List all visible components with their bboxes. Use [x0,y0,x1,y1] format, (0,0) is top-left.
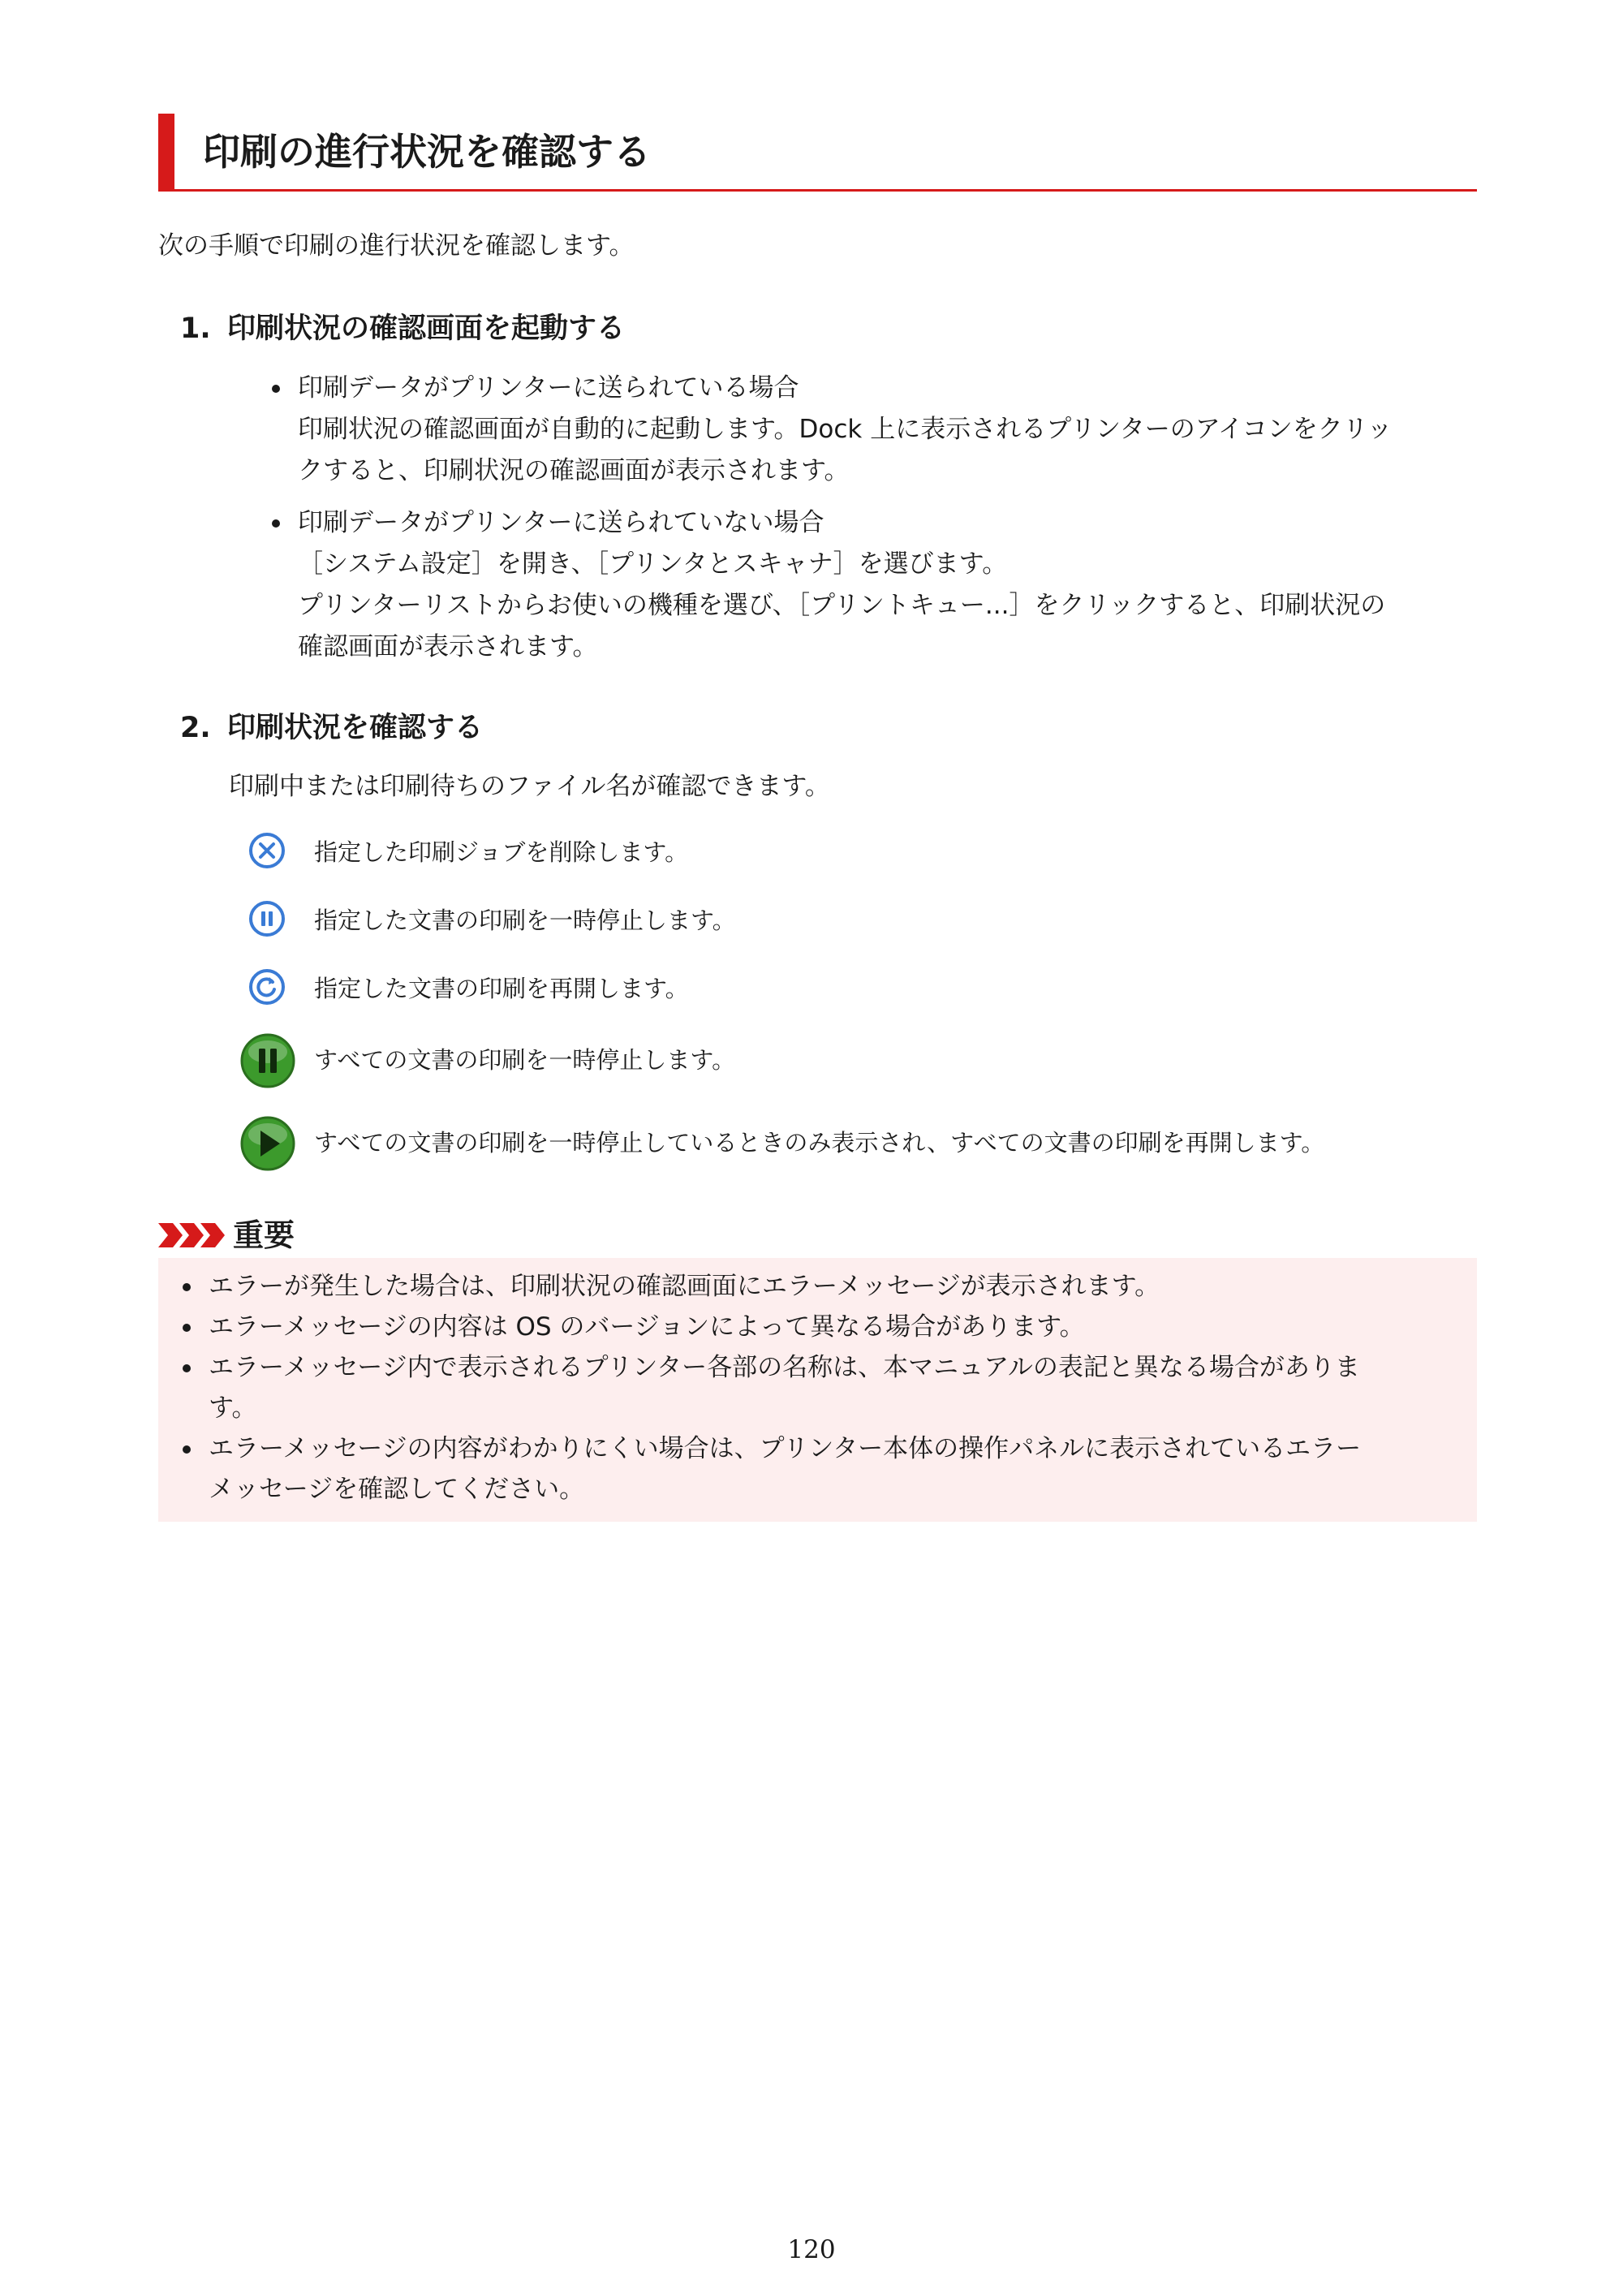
icon-description: 指定した文書の印刷を一時停止します。 [314,907,736,934]
chevrons-icon [158,1223,226,1247]
step-1-heading [180,308,625,349]
step-number: 2. [180,712,211,744]
icon-description: 指定した印刷ジョブを削除します。 [314,838,689,866]
step-title: 印刷状況の確認画面を起動する [227,312,626,345]
bullet-line: エラーメッセージの内容は OS のバージョンによって異なる場合があります。 [209,1312,1085,1342]
list-item [183,1428,1465,1510]
resume-all-icon [239,1115,296,1172]
bullet-line: エラーメッセージ内で表示されるプリンター各部の名称は、本マニュアルの表記と異なる場合がありま [209,1353,1360,1382]
bullet-line: ［システム設定］を開き、［プリンタとスキャナ］を選びます。 [298,549,1008,579]
title-accent-bar [158,114,174,190]
list-item [272,502,1473,668]
important-label: 重要 [233,1217,295,1253]
bullet-line: す。 [209,1394,257,1423]
page-number: 120 [787,2235,836,2264]
bullet-line: プリンターリストからお使いの機種を選び、［プリントキュー...］をクリックすると、印刷状況の [298,591,1386,620]
icon-legend-row [239,894,1457,951]
icon-description: 指定した文書の印刷を再開します。 [314,975,689,1002]
pause-all-icon [239,1032,296,1089]
bullet-line: エラーメッセージの内容がわかりにくい場合は、プリンター本体の操作パネルに表示されているエラー [209,1434,1362,1463]
bullet-dot [183,1364,191,1372]
icon-legend-row [239,826,1457,883]
bullet-line: 確認画面が表示されます。 [298,632,598,661]
icon-description: すべての文書の印刷を一時停止します。 [314,1046,736,1074]
bullet-dot [183,1324,191,1332]
list-item [272,368,1473,492]
list-item [183,1347,1465,1428]
bullet-line: メッセージを確認してください。 [209,1475,585,1504]
list-item [183,1266,1465,1307]
bullet-line: 印刷データがプリンターに送られている場合 [298,373,799,403]
bullet-dot [183,1445,191,1454]
step-number: 1. [180,312,211,345]
bullet-dot [272,385,280,393]
pause-icon [244,896,290,941]
bullet-line: エラーが発生した場合は、印刷状況の確認画面にエラーメッセージが表示されます。 [209,1272,1160,1301]
title-underline [158,189,1477,192]
bullet-dot [183,1283,191,1291]
icon-legend-row [239,1115,1457,1172]
step-2-description: 印刷中または印刷待ちのファイル名が確認できます。 [229,772,830,801]
delete-icon [244,828,290,873]
bullet-line: 印刷状況の確認画面が自動的に起動します。Dock 上に表示されるプリンターのアイコンをクリッ [298,415,1393,444]
bullet-line: 印刷データがプリンターに送られていない場合 [298,508,824,537]
page-title: 印刷の進行状況を確認する [203,130,651,174]
bullet-dot [272,519,280,528]
list-item [183,1307,1465,1347]
step-title: 印刷状況を確認する [227,712,484,744]
icon-description: すべての文書の印刷を一時停止しているときのみ表示され、すべての文書の印刷を再開します。 [314,1129,1325,1157]
icon-legend-row [239,1032,1457,1089]
resume-icon [244,964,290,1010]
icon-legend-row [239,963,1457,1019]
step-2-heading [180,708,483,748]
intro-text: 次の手順で印刷の進行状況を確認します。 [158,231,635,261]
bullet-line: クすると、印刷状況の確認画面が表示されます。 [298,456,850,485]
